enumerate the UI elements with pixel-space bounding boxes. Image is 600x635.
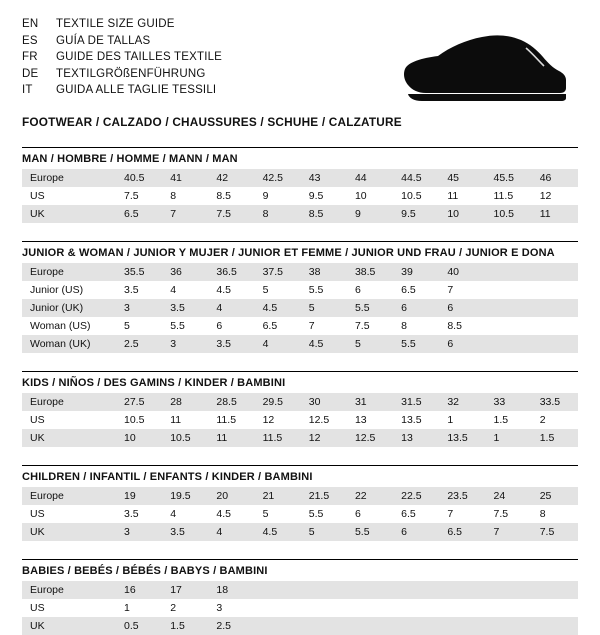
size-cell: 36 [162, 263, 208, 281]
size-cell: 6 [393, 523, 439, 541]
table-row [22, 429, 578, 447]
size-cell: 11 [162, 411, 208, 429]
size-table [22, 263, 578, 353]
size-cell: 6 [347, 281, 393, 299]
size-cell: 6 [439, 335, 485, 353]
size-cell: 5 [116, 317, 162, 335]
size-group [22, 147, 578, 223]
size-cell: 9 [347, 205, 393, 223]
size-cell: 8 [393, 317, 439, 335]
size-cell: 13.5 [439, 429, 485, 447]
size-cell: 41 [162, 169, 208, 187]
size-cell [532, 317, 578, 335]
size-cell: 46 [532, 169, 578, 187]
size-cell [393, 581, 439, 599]
size-cell: 33 [486, 393, 532, 411]
size-cell: 1 [116, 599, 162, 617]
size-cell: 21.5 [301, 487, 347, 505]
size-cell: 22.5 [393, 487, 439, 505]
size-cell: 2 [162, 599, 208, 617]
size-cell: 5 [301, 299, 347, 317]
size-cell: 12 [301, 429, 347, 447]
language-code: EN [22, 18, 39, 30]
size-cell: 5 [347, 335, 393, 353]
divider [22, 147, 578, 148]
size-cell: 4.5 [255, 523, 301, 541]
size-cell: 31 [347, 393, 393, 411]
size-cell [255, 599, 301, 617]
size-cell: 38.5 [347, 263, 393, 281]
size-group-title: BABIES / BEBÉS / BÉBÉS / BABYS / BAMBINI [22, 564, 268, 577]
size-group [22, 465, 578, 541]
size-cell: 2.5 [116, 335, 162, 353]
row-label: Junior (UK) [22, 299, 116, 317]
size-cell [486, 281, 532, 299]
size-group-title: CHILDREN / INFANTIL / ENFANTS / KINDER / BAMBINI [22, 470, 313, 483]
size-cell: 5.5 [347, 299, 393, 317]
table-row [22, 487, 578, 505]
size-cell: 4.5 [255, 299, 301, 317]
size-cell: 6 [347, 505, 393, 523]
size-cell: 3.5 [208, 335, 254, 353]
language-row [22, 16, 222, 33]
divider [22, 465, 578, 466]
size-cell [486, 335, 532, 353]
size-cell [532, 281, 578, 299]
size-cell: 1 [486, 429, 532, 447]
divider [22, 559, 578, 560]
size-cell: 3.5 [162, 299, 208, 317]
size-cell: 19.5 [162, 487, 208, 505]
size-cell: 22 [347, 487, 393, 505]
size-cell: 4 [208, 299, 254, 317]
size-table [22, 169, 578, 223]
size-cell: 10.5 [162, 429, 208, 447]
size-cell: 5 [255, 281, 301, 299]
table-row [22, 263, 578, 281]
size-cell: 2 [532, 411, 578, 429]
size-cell: 10.5 [116, 411, 162, 429]
size-cell: 0.5 [116, 617, 162, 635]
size-cell: 11 [532, 205, 578, 223]
size-cell [486, 617, 532, 635]
size-cell: 9 [255, 187, 301, 205]
size-table [22, 393, 578, 447]
table-row [22, 505, 578, 523]
size-cell [486, 599, 532, 617]
size-cell [301, 599, 347, 617]
table-row [22, 317, 578, 335]
size-cell: 2.5 [208, 617, 254, 635]
table-row [22, 617, 578, 635]
size-cell: 7 [439, 505, 485, 523]
size-cell: 13 [393, 429, 439, 447]
size-cell: 18 [208, 581, 254, 599]
size-cell: 32 [439, 393, 485, 411]
size-cell: 16 [116, 581, 162, 599]
size-cell: 7.5 [486, 505, 532, 523]
row-label: UK [22, 205, 116, 223]
table-row [22, 187, 578, 205]
size-cell [532, 335, 578, 353]
size-cell: 12 [532, 187, 578, 205]
size-cell [255, 581, 301, 599]
size-cell: 27.5 [116, 393, 162, 411]
row-label: Europe [22, 581, 116, 599]
language-code: ES [22, 34, 38, 47]
size-group-title: MAN / HOMBRE / HOMME / MANN / MAN [22, 152, 238, 165]
size-group [22, 241, 578, 353]
size-cell: 4 [255, 335, 301, 353]
table-row [22, 335, 578, 353]
size-cell: 3 [162, 335, 208, 353]
size-cell: 11.5 [255, 429, 301, 447]
size-cell: 5 [301, 523, 347, 541]
table-row [22, 205, 578, 223]
row-label: Europe [22, 393, 116, 411]
size-cell: 5.5 [162, 317, 208, 335]
size-cell: 40.5 [116, 169, 162, 187]
table-row [22, 393, 578, 411]
size-cell: 7.5 [208, 205, 254, 223]
table-row [22, 169, 578, 187]
size-group [22, 371, 578, 447]
size-cell: 4.5 [208, 281, 254, 299]
size-cell: 35.5 [116, 263, 162, 281]
row-label: Woman (US) [22, 317, 116, 335]
size-cell: 45 [439, 169, 485, 187]
size-cell [347, 599, 393, 617]
language-row [22, 49, 222, 66]
size-cell: 6.5 [393, 281, 439, 299]
row-label: US [22, 505, 116, 523]
language-title: GUIDA ALLE TAGLIE TESSILI [56, 84, 217, 96]
size-cell: 3.5 [162, 523, 208, 541]
size-cell: 29.5 [255, 393, 301, 411]
size-cell: 3 [116, 299, 162, 317]
size-cell: 13 [347, 411, 393, 429]
size-cell: 12 [255, 411, 301, 429]
size-cell: 7 [301, 317, 347, 335]
size-group-title: KIDS / NIÑOS / DES GAMINS / KINDER / BAMBINI [22, 376, 286, 389]
size-group [22, 559, 578, 635]
size-cell: 24 [486, 487, 532, 505]
size-cell: 21 [255, 487, 301, 505]
size-cell: 11.5 [208, 411, 254, 429]
language-code: DE [22, 67, 39, 80]
size-cell: 10.5 [486, 205, 532, 223]
language-list [22, 16, 222, 99]
size-cell: 7 [162, 205, 208, 223]
size-cell: 9.5 [393, 205, 439, 223]
size-cell [486, 263, 532, 281]
size-cell: 13.5 [393, 411, 439, 429]
row-label: Woman (UK) [22, 335, 116, 353]
size-cell: 4 [162, 281, 208, 299]
size-cell: 38 [301, 263, 347, 281]
size-cell: 11 [439, 187, 485, 205]
size-cell: 5 [255, 505, 301, 523]
language-title: TEXTILGRÖßENFÜHRUNG [56, 67, 206, 80]
size-cell [347, 617, 393, 635]
size-cell [439, 581, 485, 599]
size-cell [301, 617, 347, 635]
language-title: GUIDE DES TAILLES TEXTILE [56, 51, 223, 63]
size-table [22, 487, 578, 541]
size-cell [255, 617, 301, 635]
size-cell: 12.5 [301, 411, 347, 429]
table-row [22, 523, 578, 541]
size-cell: 6.5 [393, 505, 439, 523]
size-cell: 42.5 [255, 169, 301, 187]
divider [22, 371, 578, 372]
size-cell [532, 299, 578, 317]
size-cell: 7.5 [532, 523, 578, 541]
row-label: UK [22, 523, 116, 541]
size-cell [532, 263, 578, 281]
size-cell: 42 [208, 169, 254, 187]
size-cell: 1.5 [162, 617, 208, 635]
size-cell: 7 [486, 523, 532, 541]
size-cell [393, 617, 439, 635]
row-label: UK [22, 429, 116, 447]
size-cell: 39 [393, 263, 439, 281]
size-cell: 11.5 [486, 187, 532, 205]
size-cell: 37.5 [255, 263, 301, 281]
language-title: GUÍA DE TALLAS [56, 34, 151, 47]
size-cell [301, 581, 347, 599]
size-cell: 44 [347, 169, 393, 187]
size-cell: 3 [116, 523, 162, 541]
size-cell: 4 [162, 505, 208, 523]
size-cell: 1.5 [532, 429, 578, 447]
size-cell: 6 [393, 299, 439, 317]
size-cell: 4 [208, 523, 254, 541]
row-label: US [22, 411, 116, 429]
size-cell [532, 599, 578, 617]
page-title: FOOTWEAR / CALZADO / CHAUSSURES / SCHUHE / CALZATURE [22, 114, 402, 129]
size-cell [439, 599, 485, 617]
size-cell: 10 [116, 429, 162, 447]
size-cell: 7.5 [347, 317, 393, 335]
table-row [22, 581, 578, 599]
size-cell: 1.5 [486, 411, 532, 429]
size-cell [532, 581, 578, 599]
language-row [22, 33, 222, 50]
document-header [22, 16, 578, 99]
size-cell: 6 [208, 317, 254, 335]
size-cell: 3.5 [116, 281, 162, 299]
size-cell: 8 [162, 187, 208, 205]
size-cell: 31.5 [393, 393, 439, 411]
size-cell: 8 [255, 205, 301, 223]
size-cell [486, 317, 532, 335]
language-row [22, 66, 222, 83]
size-cell [439, 617, 485, 635]
size-cell: 5.5 [347, 523, 393, 541]
size-cell: 45.5 [486, 169, 532, 187]
size-cell [393, 599, 439, 617]
size-cell: 28 [162, 393, 208, 411]
size-cell: 8.5 [301, 205, 347, 223]
size-table [22, 581, 578, 635]
row-label: Europe [22, 487, 116, 505]
size-cell: 20 [208, 487, 254, 505]
size-cell: 10.5 [393, 187, 439, 205]
size-cell: 3.5 [116, 505, 162, 523]
size-cell: 7 [439, 281, 485, 299]
row-label: US [22, 599, 116, 617]
size-cell: 19 [116, 487, 162, 505]
size-cell: 36.5 [208, 263, 254, 281]
size-cell: 1 [439, 411, 485, 429]
size-cell: 10 [347, 187, 393, 205]
size-cell: 28.5 [208, 393, 254, 411]
size-cell: 11 [208, 429, 254, 447]
size-cell: 6 [439, 299, 485, 317]
size-cell: 5.5 [393, 335, 439, 353]
size-cell: 8 [532, 505, 578, 523]
size-cell: 30 [301, 393, 347, 411]
size-cell: 44.5 [393, 169, 439, 187]
size-cell: 4.5 [208, 505, 254, 523]
size-cell: 3 [208, 599, 254, 617]
table-row [22, 599, 578, 617]
table-row [22, 299, 578, 317]
size-cell: 17 [162, 581, 208, 599]
size-cell: 6.5 [439, 523, 485, 541]
row-label: US [22, 187, 116, 205]
size-cell: 10 [439, 205, 485, 223]
divider [22, 241, 578, 242]
size-cell: 23.5 [439, 487, 485, 505]
row-label: UK [22, 617, 116, 635]
size-cell: 5.5 [301, 505, 347, 523]
size-cell [486, 581, 532, 599]
size-cell: 8.5 [208, 187, 254, 205]
size-cell: 4.5 [301, 335, 347, 353]
size-cell: 40 [439, 263, 485, 281]
size-cell: 6.5 [255, 317, 301, 335]
size-tables-container [22, 147, 578, 635]
row-label: Europe [22, 169, 116, 187]
size-cell: 12.5 [347, 429, 393, 447]
dress-shoe-icon [378, 28, 568, 104]
language-code: FR [22, 51, 38, 63]
size-cell: 9.5 [301, 187, 347, 205]
size-cell: 7.5 [116, 187, 162, 205]
language-row [22, 82, 222, 99]
size-cell: 25 [532, 487, 578, 505]
size-cell: 33.5 [532, 393, 578, 411]
size-cell: 5.5 [301, 281, 347, 299]
language-code: IT [22, 84, 33, 96]
size-cell: 6.5 [116, 205, 162, 223]
row-label: Junior (US) [22, 281, 116, 299]
size-cell [486, 299, 532, 317]
size-cell [347, 581, 393, 599]
size-cell: 8.5 [439, 317, 485, 335]
size-cell: 43 [301, 169, 347, 187]
size-cell [532, 617, 578, 635]
table-row [22, 281, 578, 299]
table-row [22, 411, 578, 429]
row-label: Europe [22, 263, 116, 281]
language-title: TEXTILE SIZE GUIDE [56, 18, 175, 30]
size-group-title: JUNIOR & WOMAN / JUNIOR Y MUJER / JUNIOR ET FEMME / JUNIOR UND FRAU / JUNIOR E DONA [22, 246, 555, 259]
